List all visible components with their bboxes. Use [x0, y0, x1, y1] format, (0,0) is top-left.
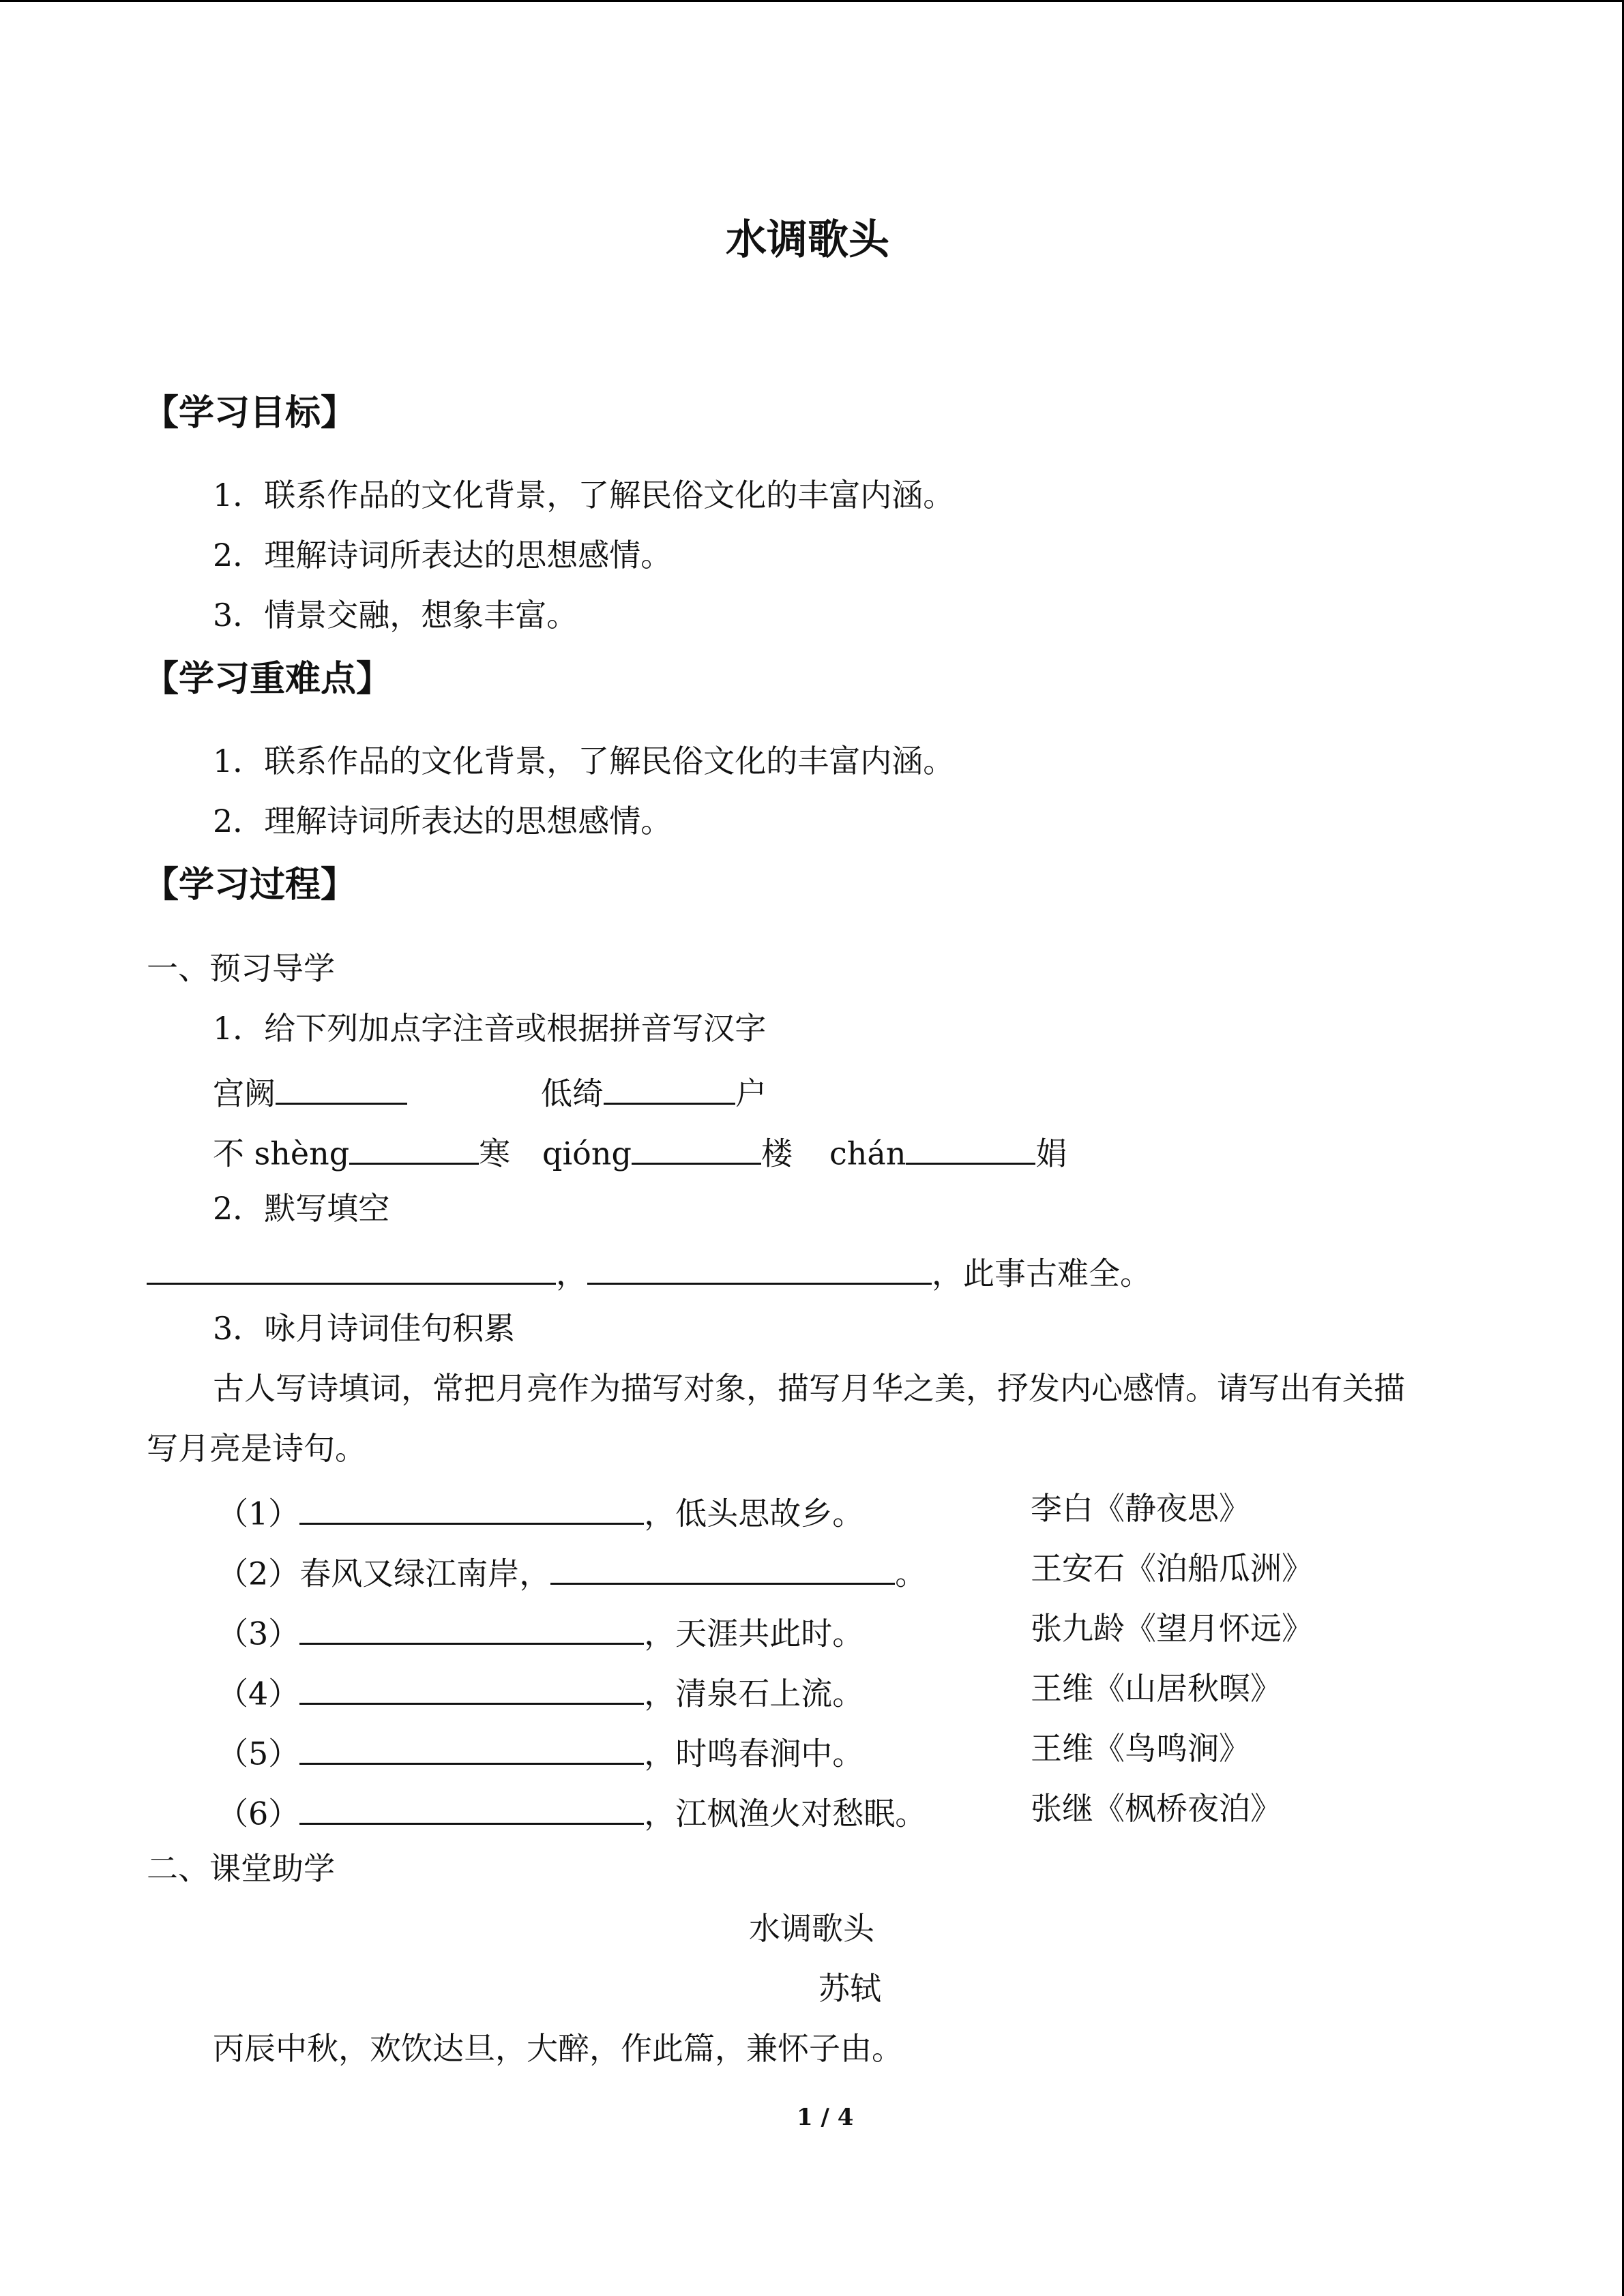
question-3: 3．咏月诗词佳句积累	[213, 1310, 516, 1347]
answer-blank[interactable]	[276, 1073, 407, 1105]
poem-preface: 丙辰中秋，欢饮达旦，大醉，作此篇，兼怀子由。	[213, 2030, 903, 2067]
poem-text: ，江枫渔火对愁眠。	[644, 1795, 927, 1832]
part2-heading: 二、课堂助学	[147, 1850, 335, 1887]
answer-blank[interactable]	[299, 1793, 644, 1825]
poem-title: 水调歌头	[749, 1910, 874, 1947]
pinyin-row-1b	[541, 1073, 767, 1112]
page-border-top	[0, 0, 1624, 2]
poem-line	[217, 1793, 926, 1830]
question-1: 1．给下列加点字注音或根据拼音写汉字	[213, 1010, 767, 1047]
difficulty-item: 2．理解诗词所表达的思想感情。	[213, 803, 673, 839]
dictation-line	[147, 1253, 1151, 1292]
pinyin-word: 低绮	[541, 1075, 604, 1112]
objective-item: 2．理解诗词所表达的思想感情。	[213, 537, 673, 573]
poem-source: 王维《鸟鸣涧》	[1031, 1730, 1250, 1767]
poem-line	[217, 1493, 863, 1530]
answer-blank[interactable]	[550, 1553, 895, 1585]
objective-item: 3．情景交融，想象丰富。	[213, 597, 578, 633]
poem-source: 王维《山居秋暝》	[1031, 1670, 1282, 1707]
poem-text: ，天涯共此时。	[644, 1615, 864, 1652]
page-number: 1 / 4	[797, 2104, 854, 2131]
poem-text: ，时鸣春涧中。	[644, 1735, 864, 1772]
answer-blank[interactable]	[349, 1133, 479, 1165]
answer-blank[interactable]	[906, 1133, 1035, 1165]
pinyin-word: 宫阙	[213, 1075, 276, 1112]
question-3-intro: 古人写诗填词，常把月亮作为描写对象，描写月华之美，抒发内心感情。请写出有关描	[213, 1370, 1405, 1407]
pinyin-row-2a	[213, 1133, 511, 1172]
poem-text: 春风又绿江南岸，	[299, 1555, 551, 1592]
answer-blank[interactable]	[299, 1493, 644, 1525]
poem-source: 王安石《泊船瓜洲》	[1031, 1550, 1313, 1587]
objectives-heading: 【学习目标】	[143, 392, 357, 434]
answer-blank[interactable]	[147, 1253, 556, 1285]
answer-blank[interactable]	[632, 1133, 761, 1165]
difficulties-heading: 【学习重难点】	[143, 658, 392, 700]
difficulty-item: 1．联系作品的文化背景，了解民俗文化的丰富内涵。	[213, 743, 955, 779]
poem-number: （5）	[217, 1735, 300, 1772]
poem-number: （3）	[217, 1615, 300, 1652]
poem-number: （4）	[217, 1675, 300, 1712]
answer-blank[interactable]	[604, 1073, 735, 1105]
pinyin-word: 娟	[1035, 1135, 1067, 1172]
process-heading: 【学习过程】	[143, 864, 357, 906]
pinyin-word: qióng	[542, 1135, 632, 1172]
poem-line	[217, 1733, 863, 1770]
pinyin-row-2c	[829, 1133, 1067, 1172]
poem-number: （2）	[217, 1555, 300, 1592]
part1-heading: 一、预习导学	[147, 950, 335, 987]
poem-text: ，低头思故乡。	[644, 1495, 864, 1532]
answer-blank[interactable]	[299, 1613, 644, 1645]
pinyin-word: 户	[735, 1075, 767, 1112]
poem-line	[217, 1673, 863, 1710]
poem-number: （1）	[217, 1495, 300, 1532]
page-title: 水调歌头	[726, 216, 889, 264]
answer-blank[interactable]	[299, 1673, 644, 1705]
pinyin-word: chán	[829, 1135, 906, 1172]
poem-text: 。	[895, 1555, 927, 1592]
poem-number: （6）	[217, 1795, 300, 1832]
pinyin-word: 楼	[761, 1135, 793, 1172]
poem-source: 张九龄《望月怀远》	[1031, 1610, 1313, 1647]
dictation-end: ，此事古难全。	[932, 1255, 1151, 1292]
pinyin-word: 寒	[479, 1135, 511, 1172]
poem-source: 李白《静夜思》	[1031, 1490, 1250, 1527]
question-2: 2．默写填空	[213, 1190, 390, 1227]
pinyin-word: 不 shèng	[213, 1135, 350, 1172]
pinyin-row-1	[213, 1073, 407, 1112]
pinyin-row-2b	[542, 1133, 793, 1172]
objective-item: 1．联系作品的文化背景，了解民俗文化的丰富内涵。	[213, 477, 955, 513]
poem-text: ，清泉石上流。	[644, 1675, 864, 1712]
poem-author: 苏轼	[818, 1970, 881, 2007]
question-3-intro-cont: 写月亮是诗句。	[147, 1430, 366, 1467]
dictation-separator: ，	[556, 1255, 587, 1292]
poem-line	[217, 1553, 926, 1590]
answer-blank[interactable]	[299, 1733, 644, 1765]
poem-source: 张继《枫桥夜泊》	[1031, 1790, 1282, 1827]
answer-blank[interactable]	[587, 1253, 932, 1285]
poem-line	[217, 1613, 863, 1650]
